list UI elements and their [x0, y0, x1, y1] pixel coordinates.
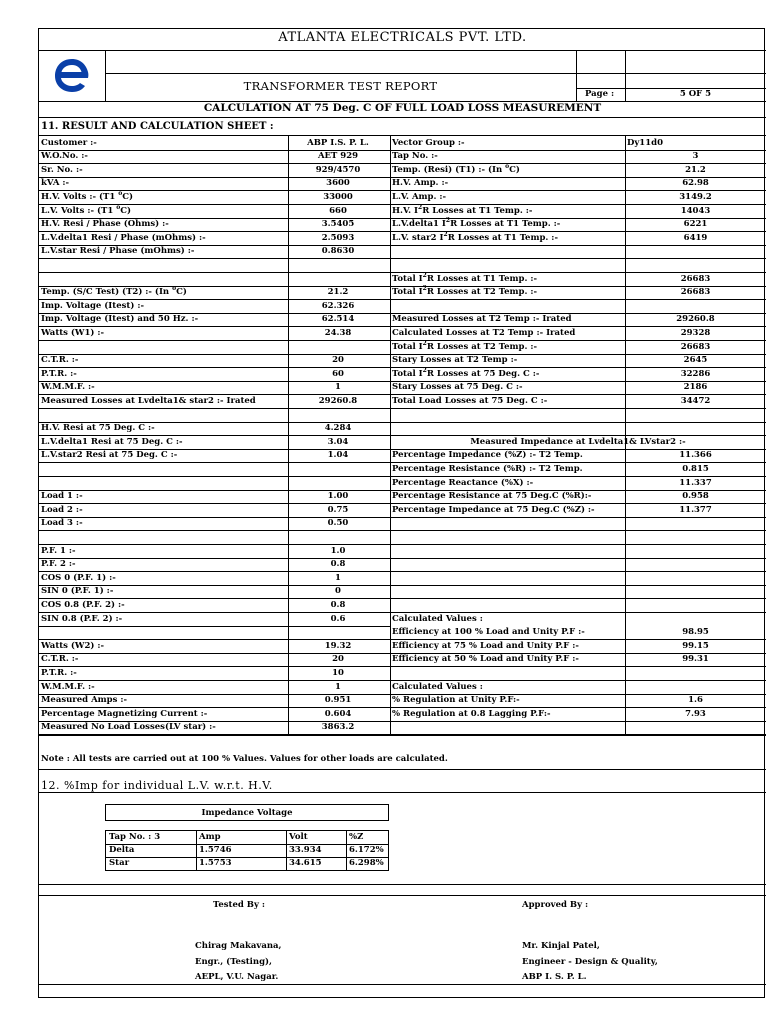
row-line-right — [390, 666, 766, 667]
impedance-table-divider — [286, 831, 287, 871]
impedance-table-header: Volt — [289, 832, 308, 842]
row-line-right — [390, 585, 766, 586]
left-row-label: Measured Losses at Lvdelta1& star2 :- Irated — [41, 395, 256, 406]
left-row-value: 0.8630 — [321, 246, 355, 257]
left-row-value: 0.50 — [327, 518, 349, 529]
left-row-label: Watts (W2) :- — [41, 640, 105, 651]
left-row-label: Load 1 :- — [41, 491, 83, 502]
left-row-value: 3.04 — [327, 436, 349, 447]
left-row-value: 21.2 — [327, 287, 349, 298]
right-row-label: Total $I^2R$ Losses at T2 Temp. :- — [392, 339, 538, 352]
row-line-left — [39, 340, 390, 341]
right-row-label: Percentage Impedance (%Z) :- T2 Temp. — [392, 450, 583, 461]
left-row-value: 1.04 — [327, 450, 349, 461]
left-row-label: L.V.delta1 Resi at 75 Deg. C :- — [41, 436, 183, 447]
right-row-label: Tap No. :- — [392, 151, 438, 162]
right-row-label: Percentage Resistance at 75 Deg.C (%R):- — [392, 491, 592, 502]
left-row-label: COS 0.8 (P.F. 2) :- — [41, 599, 125, 610]
left-row-value: 1 — [335, 572, 341, 583]
tested-by-name: Chirag Makavana, — [195, 941, 282, 951]
right-row-label: H.V. Amp. :- — [392, 178, 449, 189]
right-row-label: Percentage Impedance at 75 Deg.C (%Z) :- — [392, 504, 595, 515]
left-row-label: H.V. Volts :- (T1 $^o$C) — [41, 190, 134, 202]
left-row-value: 0.604 — [324, 708, 352, 719]
right-row-value: 98.95 — [682, 627, 709, 638]
approved-by-role: Engineer - Design & Quality, — [522, 957, 658, 967]
left-row-value: 1 — [335, 681, 341, 692]
left-row-value: 62.326 — [321, 300, 355, 311]
tested-by-heading: Tested By : — [213, 900, 266, 910]
left-row-value: 0.951 — [324, 695, 352, 706]
right-row-heading: Measured Impedance at Lvdelta1& LVstar2 :- — [470, 436, 686, 447]
right-row-label: Stary Losses at T2 Temp :- — [392, 355, 518, 366]
right-row-label: % Regulation at Unity P.F:- — [392, 695, 520, 706]
left-row-label: H.V. Resi / Phase (Ohms) :- — [41, 219, 169, 230]
row-line-right — [390, 544, 766, 545]
right-row-value: 0.958 — [682, 491, 709, 502]
impedance-table-row-line — [106, 857, 388, 858]
page-number: 5 OF 5 — [679, 89, 712, 99]
section-12-title: 12. %Imp for individual L.V. w.r.t. H.V. — [41, 779, 273, 792]
approved-by-name: Mr. Kinjal Patel, — [522, 941, 600, 951]
left-row-label: L.V.delta1 Resi / Phase (mOhms) :- — [41, 232, 206, 243]
left-row-label: P.F. 2 :- — [41, 559, 76, 570]
right-row-value: 62.98 — [682, 178, 709, 189]
row-line-left — [39, 408, 390, 409]
impedance-table-cell: 34.615 — [289, 858, 322, 868]
left-row-value: 29260.8 — [318, 395, 358, 406]
row-line-right — [390, 530, 766, 531]
row-line-right — [390, 598, 766, 599]
right-row-value: 21.2 — [685, 164, 706, 175]
right-row-label: L.V. star2 $I^2R$ Losses at T1 Temp. :- — [392, 230, 558, 243]
left-row-label: Percentage Magnetizing Current :- — [41, 708, 208, 719]
left-row-label: Measured No Load Losses(LV star) :- — [41, 722, 216, 733]
left-row-value: 1.0 — [330, 545, 346, 556]
left-row-label: C.T.R. :- — [41, 654, 79, 665]
row-line-right — [390, 558, 766, 559]
right-row-label: Total Load Losses at 75 Deg. C :- — [392, 395, 548, 406]
impedance-voltage-box — [105, 804, 389, 821]
row-line-left — [39, 476, 390, 477]
left-row-label: Watts (W1) :- — [41, 327, 105, 338]
approved-by-heading: Approved By : — [522, 900, 589, 910]
left-row-value: 20 — [332, 355, 344, 366]
left-row-value: 0 — [335, 586, 341, 597]
right-row-label: Calculated Values : — [392, 613, 483, 624]
left-row-value: 1.00 — [327, 491, 349, 502]
left-row-value: 660 — [329, 205, 347, 216]
impedance-table-divider — [346, 831, 347, 871]
impedance-table-cell: 1.5746 — [199, 845, 232, 855]
row-line-left — [39, 272, 390, 273]
right-row-value: 99.15 — [682, 640, 709, 651]
left-row-label: P.T.R. :- — [41, 667, 77, 678]
impedance-table-cell: Star — [109, 858, 130, 868]
right-row-value: 6419 — [683, 232, 708, 243]
tested-by-role: Engr., (Testing), — [195, 957, 273, 967]
section-11-title: 11. RESULT AND CALCULATION SHEET : — [41, 121, 274, 132]
left-row-value: 2.5093 — [321, 232, 355, 243]
right-row-label: Calculated Losses at T2 Temp :- Irated — [392, 327, 576, 338]
impedance-table-row-line — [106, 844, 388, 845]
company-name: ATLANTA ELECTRICALS PVT. LTD. — [278, 30, 527, 45]
left-row-label: COS 0 (P.F. 1) :- — [41, 572, 116, 583]
right-row-value: 2186 — [683, 382, 708, 393]
left-row-value: 10 — [332, 667, 344, 678]
impedance-voltage-title: Impedance Voltage — [201, 808, 293, 818]
left-row-label: SIN 0 (P.F. 1) :- — [41, 586, 114, 597]
right-row-label: Total $I^2R$ Losses at T2 Temp. :- — [392, 285, 538, 298]
impedance-table — [105, 830, 389, 871]
left-row-value: 1 — [335, 382, 341, 393]
right-row-label: Percentage Resistance (%R) :- T2 Temp. — [392, 463, 583, 474]
left-row-label: Sr. No. :- — [41, 164, 83, 175]
impedance-table-cell: 33.934 — [289, 845, 322, 855]
right-row-value: Dy11d0 — [627, 137, 663, 148]
right-row-label: Temp. (Resi) (T1) :- (In $^o$C) — [392, 162, 520, 175]
impedance-table-divider — [196, 831, 197, 871]
row-line-right — [390, 258, 766, 259]
report-sheet — [38, 28, 765, 998]
right-row-label: Calculated Values : — [392, 681, 483, 692]
left-row-label: kVA :- — [41, 178, 70, 189]
right-row-label: Measured Losses at T2 Temp :- Irated — [392, 314, 572, 325]
right-row-value: 26683 — [680, 273, 711, 284]
left-row-label: Customer :- — [41, 137, 97, 148]
right-row-label: Stary Losses at 75 Deg. C :- — [392, 382, 523, 393]
right-row-label: Efficiency at 75 % Load and Unity P.F :- — [392, 640, 579, 651]
row-line-right — [390, 299, 766, 300]
grid-bottom-line — [39, 735, 766, 736]
right-row-value: 3 — [692, 151, 699, 162]
right-row-value: 11.377 — [679, 504, 712, 515]
left-row-value: 3600 — [326, 178, 350, 189]
row-line-right — [390, 721, 766, 722]
left-row-label: W.O.No. :- — [41, 151, 88, 162]
row-line-left — [39, 258, 390, 259]
left-row-value: 4.284 — [324, 423, 352, 434]
left-row-value: ABP I.S. P. L. — [307, 137, 369, 148]
left-row-value: 0.8 — [330, 559, 346, 570]
left-row-label: Measured Amps :- — [41, 695, 128, 706]
right-row-label: Total $I^2R$ Losses at T1 Temp. :- — [392, 271, 538, 284]
tested-by-org: AEPL, V.U. Nagar. — [195, 972, 279, 982]
right-row-value: 26683 — [680, 341, 711, 352]
left-row-label: P.T.R. :- — [41, 368, 77, 379]
row-line-right — [390, 245, 766, 246]
right-row-value: 3149.2 — [679, 191, 712, 202]
left-row-label: Imp. Voltage (Itest) and 50 Hz. :- — [41, 314, 199, 325]
left-row-value: 929/4570 — [315, 164, 361, 175]
row-line-left — [39, 530, 390, 531]
right-row-label: L.V.delta1 $I^2R$ Losses at T1 Temp. :- — [392, 217, 561, 230]
impedance-table-cell: 6.172% — [349, 845, 384, 855]
right-row-value: 99.31 — [682, 654, 709, 665]
right-row-value: 1.6 — [688, 695, 703, 706]
left-row-label: H.V. Resi at 75 Deg. C :- — [41, 423, 155, 434]
report-title: TRANSFORMER TEST REPORT — [243, 79, 438, 93]
left-row-label: Load 2 :- — [41, 504, 83, 515]
left-row-label: C.T.R. :- — [41, 355, 79, 366]
right-row-label: Total $I^2R$ Losses at 75 Deg. C :- — [392, 366, 540, 379]
impedance-table-header: Tap No. : 3 — [109, 832, 161, 842]
right-row-value: 11.337 — [679, 477, 712, 488]
note-text: Note : All tests are carried out at 100 % Values. Values for other loads are calculated. — [41, 754, 448, 764]
right-row-label: Efficiency at 50 % Load and Unity P.F :- — [392, 654, 579, 665]
left-row-value: 0.8 — [330, 599, 346, 610]
left-row-value: AET 929 — [317, 151, 359, 162]
left-row-label: L.V. Volts :- (T1 $^o$C) — [41, 203, 132, 216]
approved-by-org: ABP I. S. P. L. — [522, 972, 587, 982]
right-row-value: 0.815 — [682, 463, 709, 474]
impedance-table-cell: 6.298% — [349, 858, 384, 868]
row-line-left — [39, 462, 390, 463]
right-row-value: 34472 — [680, 395, 711, 406]
left-row-label: Temp. (S/C Test) (T2) :- (In $^o$C) — [41, 285, 187, 298]
row-line-right — [390, 517, 766, 518]
page-label: Page : — [585, 89, 615, 99]
left-row-value: 19.32 — [324, 640, 352, 651]
impedance-table-header: %Z — [349, 832, 364, 842]
left-row-value: 3863.2 — [321, 722, 355, 733]
row-line-right — [390, 408, 766, 409]
right-row-label: % Regulation at 0.8 Lagging P.F:- — [392, 708, 551, 719]
row-line-left — [39, 626, 390, 627]
right-row-label: L.V. Amp. :- — [392, 191, 447, 202]
row-line-right — [390, 422, 766, 423]
left-row-value: 20 — [332, 654, 344, 665]
left-row-label: SIN 0.8 (P.F. 2) :- — [41, 613, 123, 624]
right-row-value: 29328 — [680, 327, 711, 338]
left-row-value: 33000 — [323, 191, 353, 202]
impedance-table-cell: Delta — [109, 845, 135, 855]
right-row-value: 7.93 — [685, 708, 706, 719]
left-row-value: 0.6 — [330, 613, 346, 624]
impedance-table-header: Amp — [199, 832, 221, 842]
right-row-value: 32286 — [680, 368, 711, 379]
left-row-label: L.V.star Resi / Phase (mOhms) :- — [41, 246, 195, 257]
left-row-value: 0.75 — [327, 504, 349, 515]
row-line-right — [390, 571, 766, 572]
left-row-label: W.M.M.F. :- — [41, 382, 95, 393]
left-row-label: P.F. 1 :- — [41, 545, 76, 556]
left-row-value: 3.5405 — [321, 219, 355, 230]
left-row-label: Load 3 :- — [41, 518, 83, 529]
right-row-value: 14043 — [680, 205, 711, 216]
right-row-value: 6221 — [683, 219, 708, 230]
left-row-value: 60 — [332, 368, 344, 379]
right-row-label: Vector Group :- — [392, 137, 465, 148]
left-row-value: 24.38 — [324, 327, 352, 338]
right-row-label: H.V. $I^2R$ Losses at T1 Temp. :- — [392, 203, 533, 216]
left-row-value: 62.514 — [321, 314, 355, 325]
right-row-label: Percentage Reactance (%X) :- — [392, 477, 534, 488]
right-row-value: 2645 — [683, 355, 708, 366]
right-row-value: 26683 — [680, 287, 711, 298]
left-row-label: L.V.star2 Resi at 75 Deg. C :- — [41, 450, 178, 461]
right-row-label: Efficiency at 100 % Load and Unity P.F :- — [392, 627, 585, 638]
left-row-label: W.M.M.F. :- — [41, 681, 95, 692]
right-row-value: 29260.8 — [676, 314, 715, 325]
calc-title: CALCULATION AT 75 Deg. C OF FULL LOAD LOSS MEASUREMENT — [203, 102, 602, 114]
impedance-table-cell: 1.5753 — [199, 858, 232, 868]
left-row-label: Imp. Voltage (Itest) :- — [41, 300, 144, 311]
right-row-value: 11.366 — [679, 450, 712, 461]
